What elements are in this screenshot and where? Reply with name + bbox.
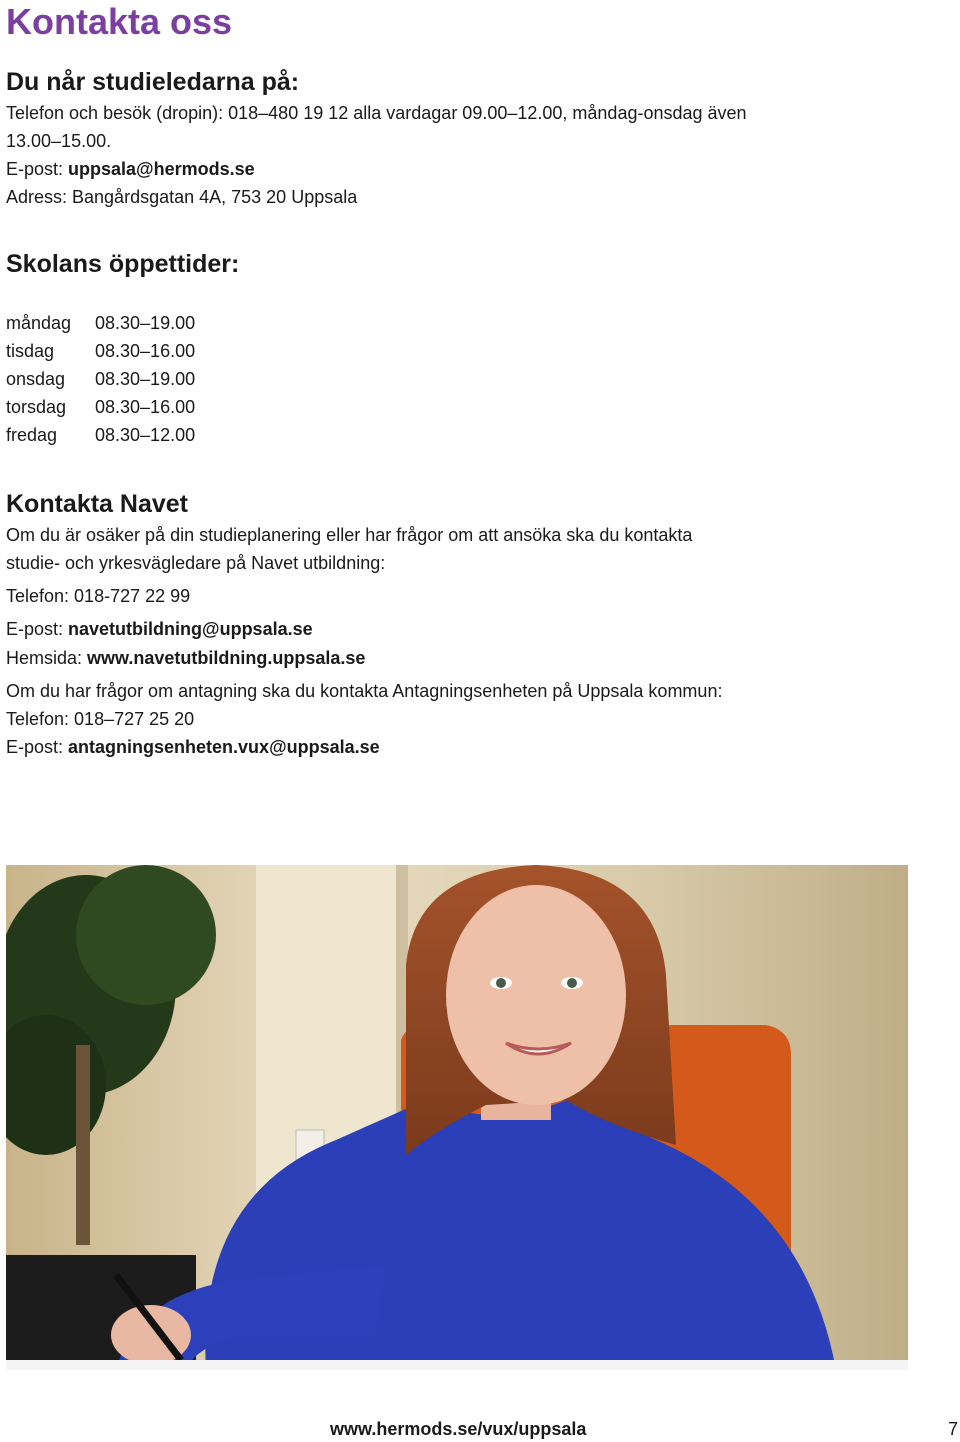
page-number: 7 (948, 1419, 959, 1439)
email-label: E-post: (6, 619, 69, 639)
antagning-email-line (6, 736, 380, 758)
email-label: E-post: (6, 737, 69, 757)
footer-url[interactable]: www.hermods.se/vux/uppsala (330, 1419, 587, 1439)
website-label: Hemsida: (6, 648, 88, 668)
page-title: Kontakta oss (6, 1, 233, 42)
studieledare-phone-line-1: Telefon och besök (dropin): 018–480 19 12 alla vardagar 09.00–12.00, måndag-onsdag även (6, 103, 747, 123)
hours-day: onsdag (6, 369, 66, 389)
hours-day: torsdag (6, 397, 67, 417)
opening-hours-table (6, 312, 195, 452)
studieledare-email-link[interactable]: uppsala@hermods.se (68, 159, 255, 179)
hours-day: tisdag (6, 341, 55, 361)
hours-time: 08.30–19.00 (95, 369, 196, 389)
student-advisor-photo (6, 865, 908, 1370)
hours-time: 08.30–19.00 (95, 313, 196, 333)
navet-heading: Kontakta Navet (6, 490, 188, 518)
hours-time: 08.30–16.00 (95, 397, 196, 417)
hours-row (6, 340, 195, 368)
studieledare-phone-line-2: 13.00–15.00. (6, 131, 112, 151)
navet-website-line (6, 647, 365, 669)
studieledare-address: Adress: Bangårdsgatan 4A, 753 20 Uppsala (6, 187, 358, 207)
navet-website-link[interactable]: www.navetutbildning.uppsala.se (87, 648, 366, 668)
hours-row (6, 312, 195, 340)
hours-row (6, 396, 195, 424)
hours-time: 08.30–12.00 (95, 425, 196, 445)
studieledare-heading: Du når studieledarna på: (6, 68, 300, 96)
hours-day: fredag (6, 425, 58, 445)
hours-day: måndag (6, 313, 72, 333)
studieledare-email-line (6, 158, 255, 180)
hours-row (6, 368, 195, 396)
navet-email-line (6, 618, 313, 640)
antagning-phone: Telefon: 018–727 25 20 (6, 709, 195, 729)
navet-email-link[interactable]: navetutbildning@uppsala.se (68, 619, 313, 639)
opening-hours-heading: Skolans öppettider: (6, 250, 240, 278)
hours-row (6, 424, 195, 452)
antagning-intro: Om du har frågor om antagning ska du kontakta Antagningsenheten på Uppsala kommun: (6, 681, 723, 701)
hours-time: 08.30–16.00 (95, 341, 196, 361)
navet-intro-line-2: studie- och yrkesvägledare på Navet utbildning: (6, 553, 386, 573)
navet-phone: Telefon: 018-727 22 99 (6, 586, 191, 606)
antagning-email-link[interactable]: antagningsenheten.vux@uppsala.se (68, 737, 380, 757)
navet-intro-line-1: Om du är osäker på din studieplanering eller har frågor om att ansöka ska du kontakta (6, 525, 693, 545)
email-label: E-post: (6, 159, 69, 179)
